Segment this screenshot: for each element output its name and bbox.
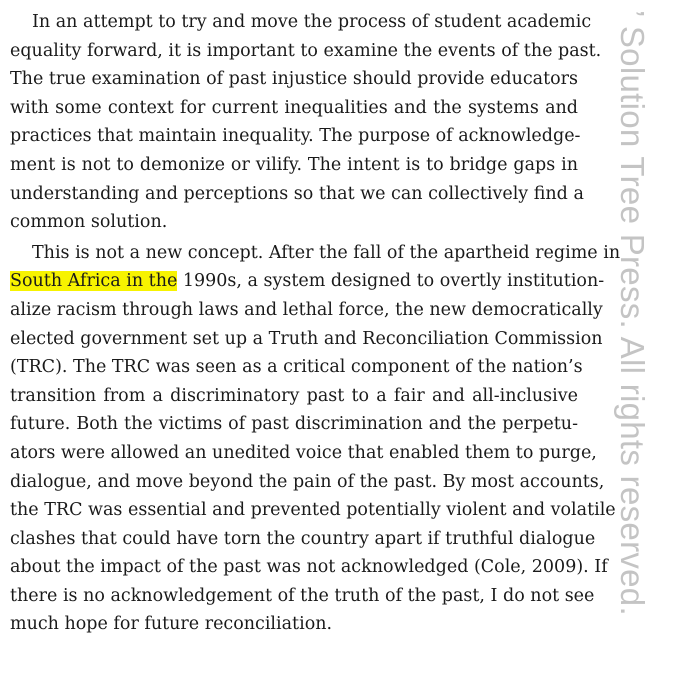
text-line: clashes that could have torn the country apart if truthful dialogue [10,528,596,549]
text-line: equality forward, it is important to examine the events of the past. [10,40,602,61]
text-line: (TRC). The TRC was seen as a critical component of the nation’s [10,357,583,378]
text-line: This is not a new concept. After the fall of the apartheid regime in [32,242,621,263]
text-line: future. Both the victims of past discrimination and the perpetu- [10,414,578,435]
text-line: alize racism through laws and lethal force, the new democratically [10,299,603,320]
text-line: about the impact of the past was not acknowledged (Cole, 2009). If [10,557,608,578]
highlighted-text: South Africa in the [10,271,178,292]
text-line: with some context for current inequalities and the systems and [10,97,578,118]
paragraph-2 [10,239,621,639]
text-line: dialogue, and move beyond the pain of the past. By most accounts, [10,471,605,492]
text-line-with-highlight [10,267,605,296]
text-line: the TRC was essential and prevented potentially violent and volatile [10,500,616,521]
text-line: ators were allowed an unedited voice that enabled them to purge, [10,442,597,463]
text-line-rest: 1990s, a system designed to overtly institution- [177,271,605,292]
text-line: common solution. [10,212,168,233]
paragraph-1 [10,8,602,237]
copyright-watermark [586,10,676,630]
watermark-text: ’ Solution Tree Press. All rights reserved. [614,10,651,616]
text-line: understanding and perceptions so that we can collectively find a [10,183,584,204]
text-line: The true examination of past injustice should provide educators [10,69,578,90]
text-line: much hope for future reconciliation. [10,614,333,635]
text-line: ment is not to demonize or vilify. The intent is to bridge gaps in [10,154,578,175]
text-line: practices that maintain inequality. The purpose of acknowledge- [10,126,581,147]
text-line: there is no acknowledgement of the truth of the past, I do not see [10,585,595,606]
text-line: In an attempt to try and move the process of student academic [32,12,592,32]
document-page [10,8,621,639]
text-line: elected government set up a Truth and Reconciliation Commission [10,328,603,349]
text-line: transition from a discriminatory past to a fair and all-inclusive [10,385,578,406]
